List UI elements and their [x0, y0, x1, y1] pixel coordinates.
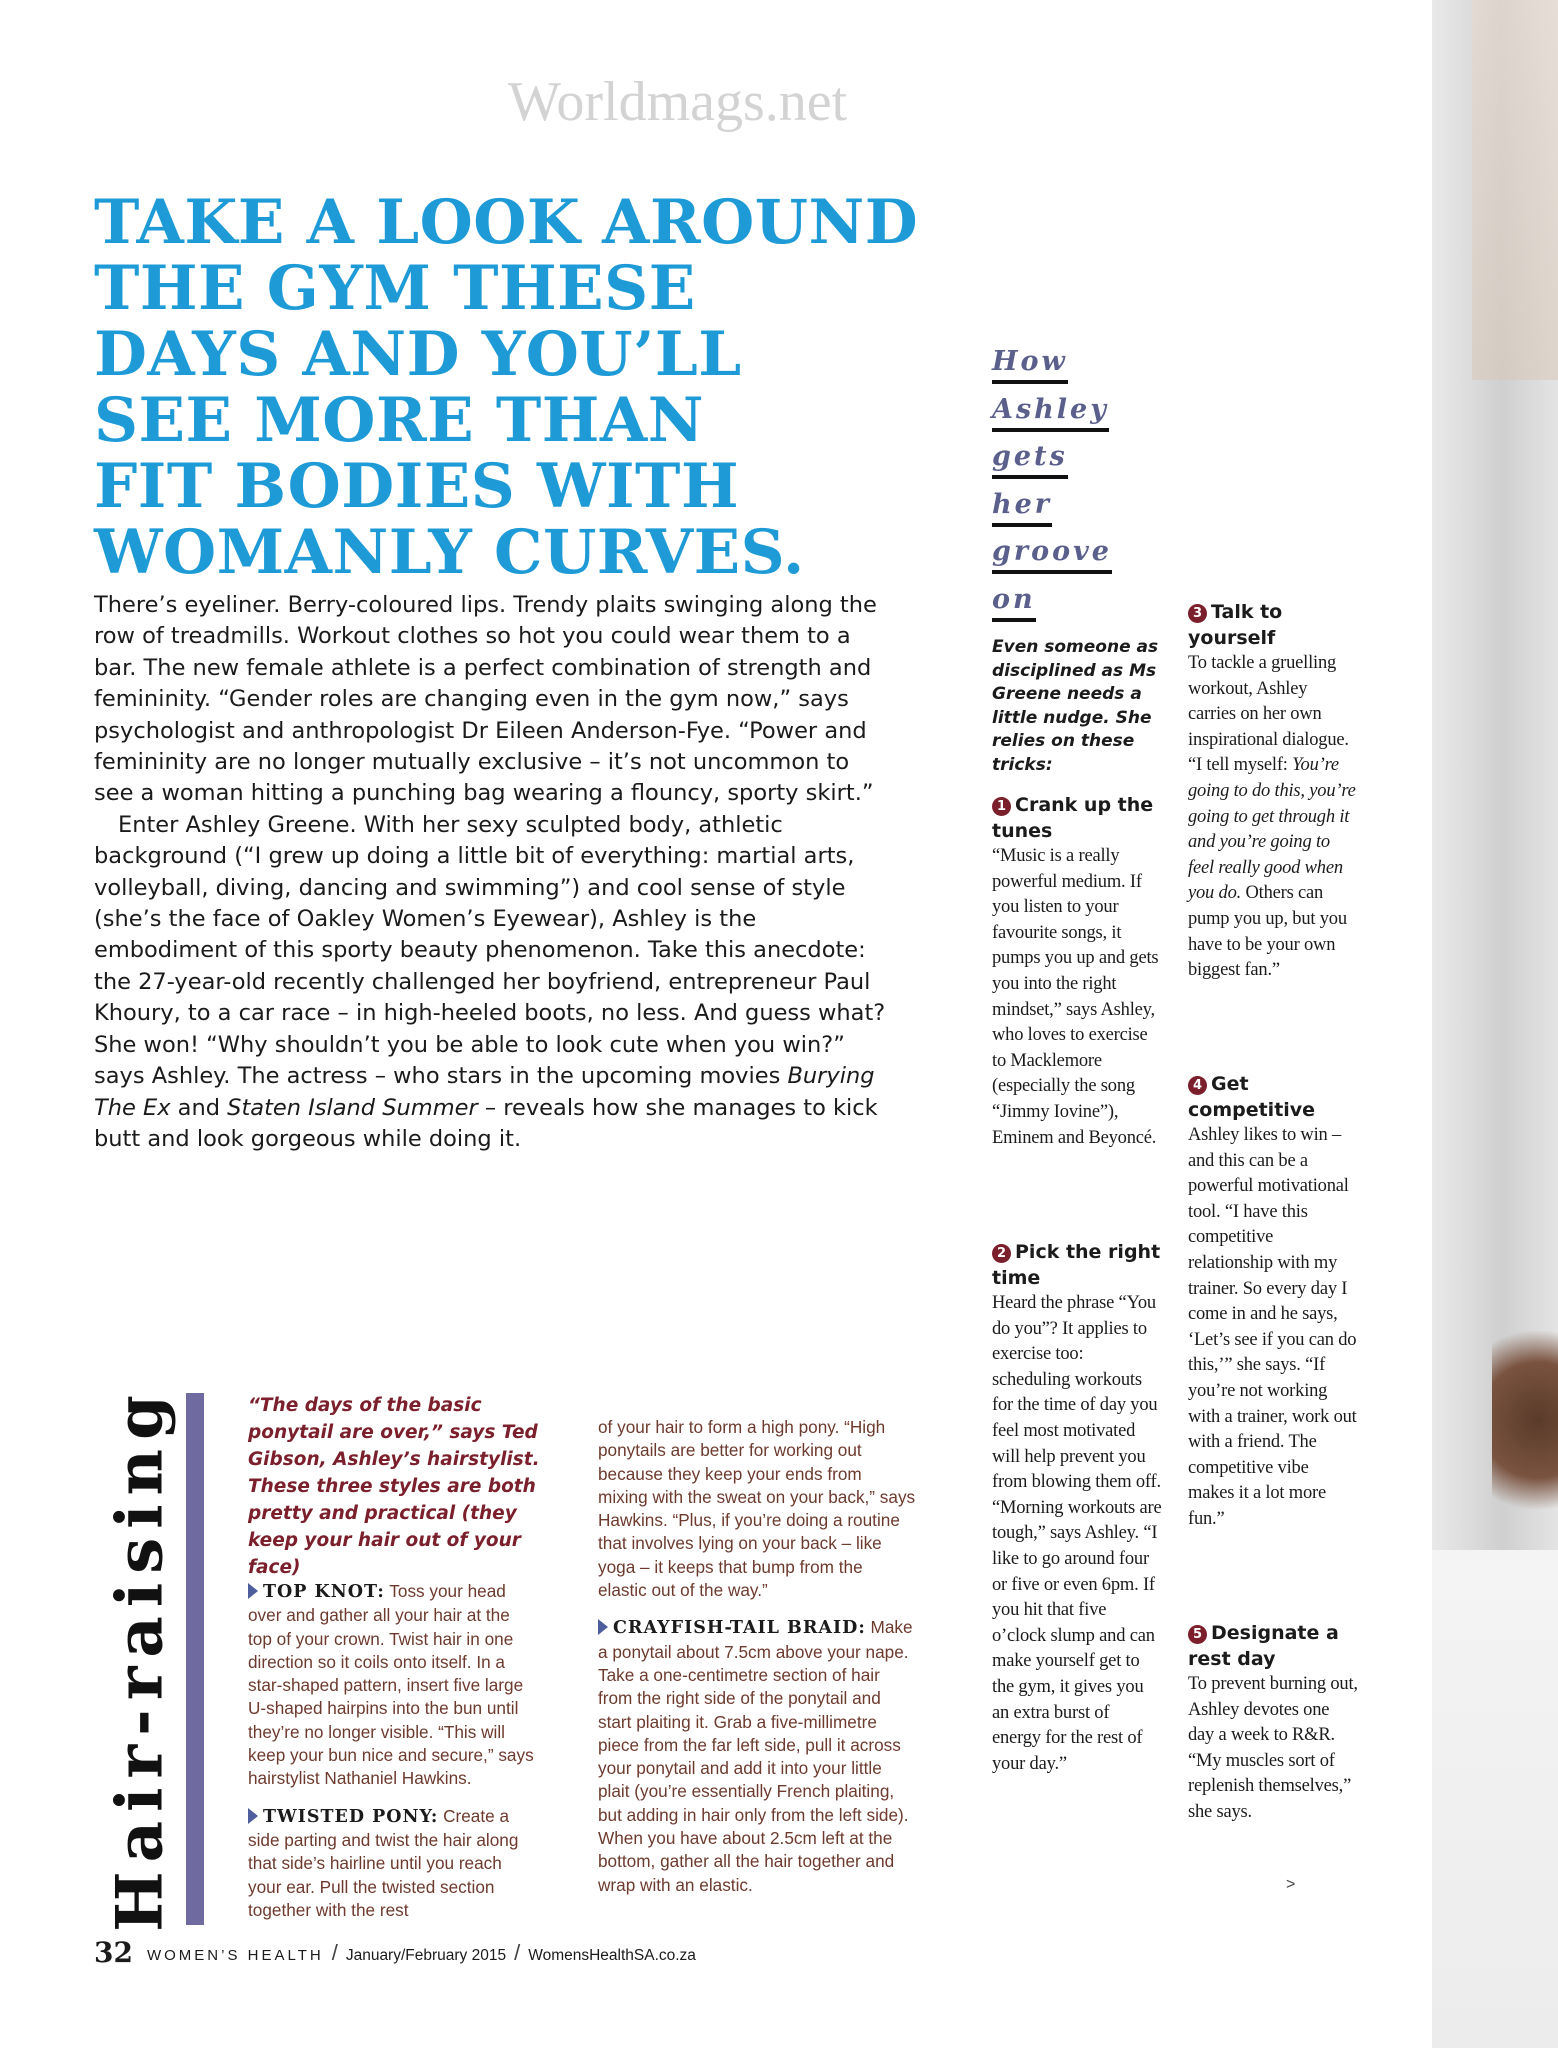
- headline-line: FIT BODIES WITH: [94, 451, 740, 522]
- headline: [94, 187, 974, 588]
- triangle-bullet-icon: [248, 1583, 258, 1599]
- body-text-span: – reveals how she manages to kick butt and look gorgeous while doing it.: [94, 1094, 878, 1152]
- magazine-name: WOMEN’S HEALTH: [146, 1947, 324, 1964]
- sidebar-intro: Even someone as disciplined as Ms Greene needs a little nudge. She relies on these tricks:: [992, 637, 1159, 775]
- hair-raising-title: Hair-raising: [102, 1386, 178, 1932]
- watermark: Worldmags.net: [508, 71, 848, 133]
- tip-number-badge: 1: [992, 797, 1011, 816]
- photo-shadow: [1492, 1300, 1558, 1540]
- body-text-span: and: [170, 1094, 228, 1121]
- headline-line: WOMANLY CURVES.: [94, 517, 805, 588]
- sidebar-title: [992, 346, 1112, 631]
- tip-4: [1188, 1072, 1358, 1533]
- tip-5: [1188, 1621, 1358, 1826]
- tip-heading: 4 Get competitive: [1188, 1073, 1316, 1121]
- tip-heading: 5 Designate a rest day: [1188, 1622, 1339, 1670]
- sidebar-title-word: How: [992, 346, 1112, 394]
- tip-body: Ashley likes to win – and this can be a powerful motivational tool. “I have this competitive relationship with my trainer. So every day I come in and he says, ‘Let’s see if you can do this,’” she says. “If you’re not working with a trainer, work out with a friend. The competitive vibe makes it a lot more fun.”: [1188, 1125, 1357, 1529]
- headline-line: TAKE A LOOK AROUND: [94, 187, 919, 258]
- footer-separator: /: [331, 1940, 338, 1965]
- tip-number-badge: 2: [992, 1244, 1011, 1263]
- page-footer: [94, 1936, 696, 1969]
- style-crayfish-braid: CRAYFISH-TAIL BRAID: Make a ponytail about 7.5cm above your nape. Take a one-centimetre section of hair from the right side of the ponytail and start plaiting it. Grab a five-millimetre piece from the far left side, pull it across your ponytail and add it into your little plait (you’re essentially French plaiting, but adding in hair only from the left side). When you have about 2.5cm left at the bottom, gather all the hair together and wrap with an elastic.: [598, 1617, 913, 1895]
- footer-separator: /: [514, 1940, 521, 1965]
- sidebar-title-word: groove: [992, 536, 1112, 584]
- triangle-bullet-icon: [598, 1619, 608, 1635]
- style-twisted-pony: TWISTED PONY: Create a side parting and twist the hair along that side’s hairline until you reach your ear. Pull the twisted section together with the rest: [248, 1805, 519, 1920]
- style-twisted-pony-cont: of your hair to form a high pony. “High ponytails are better for working out because they keep your ends from mixing with the sweat on your back,” says Hawkins. “Plus, if you’re doing a routine that involves lying on your back – like yoga – it keeps that bump from the elastic out of the way.”: [598, 1417, 916, 1601]
- cover-photo-edge: [1432, 0, 1558, 2048]
- movie-title: Burying The Ex: [94, 1063, 875, 1121]
- sidebar-title-word: her: [992, 489, 1112, 537]
- body-paragraph: There’s eyeliner. Berry-coloured lips. Trendy plaits swinging along the row of treadmills. Workout clothes so hot you could wear them to a bar. The new female athlete is a perfect combination of strength and femininity. “Gender roles are changing even in the gym now,” says psychologist and anthropologist Dr Eileen Anderson-Fye. “Power and femininity are no longer mutually exclusive – it’s not uncommon to see a woman hitting a punching bag wearing a flouncy, sporty skirt.”: [94, 592, 877, 807]
- tip-number-badge: 4: [1188, 1076, 1207, 1095]
- tip-heading: 1 Crank up the tunes: [992, 794, 1154, 842]
- body-paragraph: [94, 810, 894, 1155]
- style-top-knot: TOP KNOT: Toss your head over and gather all your hair at the top of your crown. Twist hair in one direction so it coils onto itself. In a star-shaped pattern, insert five large U-shaped hairpins into the bun until they’re no longer visible. “This will keep your bun nice and secure,” says hairstylist Nathaniel Hawkins.: [248, 1581, 534, 1789]
- tip-body: To prevent burning out, Ashley devotes one day a week to R&R. “My muscles sort of replenish themselves,” she says.: [1188, 1674, 1358, 1822]
- headline-line: DAYS AND YOU’LL: [94, 319, 742, 390]
- tip-heading: 2 Pick the right time: [992, 1241, 1161, 1289]
- photo-skin-tone: [1472, 0, 1558, 380]
- sidebar-title-word: Ashley: [992, 394, 1112, 442]
- tip-body: “Music is a really powerful medium. If you listen to your favourite songs, it pumps you up and gets you into the right mindset,” says Ashley, who loves to exercise to Macklemore (especially the song “Jimmy Iovine”), Eminem and Beyoncé.: [992, 846, 1159, 1148]
- style-heading: CRAYFISH-TAIL BRAID:: [613, 1618, 866, 1639]
- tip-3: [1188, 600, 1358, 984]
- tip-body: To tackle a gruelling workout, Ashley carries on her own inspirational dialogue. “I tell myself: You’re going to do this, you’re going to get through it and you’re going to feel really good when you do. Others can pump you up, but you have to be your own biggest fan.”: [1188, 653, 1356, 981]
- issue-date: January/February 2015: [345, 1947, 507, 1964]
- movie-title: Staten Island Summer: [227, 1094, 478, 1121]
- tip-quote: You’re going to do this, you’re going to get through it and you’re going to feel really good when you do.: [1188, 755, 1356, 904]
- headline-line: SEE MORE THAN: [94, 385, 704, 456]
- tip-1: [992, 793, 1162, 1151]
- tip-number-badge: 5: [1188, 1625, 1207, 1644]
- tip-heading: 3 Talk to yourself: [1188, 601, 1283, 649]
- sidebar-title-word: gets: [992, 441, 1112, 489]
- tip-2: [992, 1240, 1162, 1777]
- tip-body: Heard the phrase “You do you”? It applies to exercise too: scheduling workouts for the time of day you feel most motivated will help prevent you from blowing them off. “Morning workouts are tough,” says Ashley. “I like to go around four or five or even 6pm. If you hit that five o’clock slump and can make yourself get to the gym, it gives you an extra burst of energy for the rest of your day.”: [992, 1293, 1162, 1774]
- triangle-bullet-icon: [248, 1808, 258, 1824]
- tip-number-badge: 3: [1188, 604, 1207, 623]
- hair-intro: “The days of the basic ponytail are over,” says Ted Gibson, Ashley’s hairstylist. These three styles are both pretty and practical (they keep your hair out of your face): [248, 1395, 540, 1578]
- style-heading: TOP KNOT:: [263, 1582, 385, 1602]
- style-heading: TWISTED PONY:: [263, 1806, 439, 1827]
- photo-garment: [1432, 1550, 1558, 2048]
- headline-line: THE GYM THESE: [94, 253, 696, 324]
- page-number: 32: [94, 1936, 133, 1969]
- website-url: WomensHealthSA.co.za: [528, 1947, 696, 1964]
- article-body: [94, 590, 894, 1155]
- continue-arrow: >: [1286, 1876, 1296, 1893]
- sidebar-title-word: on: [992, 584, 1112, 632]
- body-text-span: Enter Ashley Greene. With her sexy sculpted body, athletic background (“I grew up doing a little bit of everything: martial arts, volleyball, diving, dancing and swimming”) and cool sense of style (she’s the face of Oakley Women’s Eyewear), Ashley is the embodiment of this sporty beauty phenomenon. Take this anecdote: the 27-year-old recently challenged her boyfriend, entrepreneur Paul Khoury, to a car race – in high-heeled boots, no less. And guess what? She won! “Why shouldn’t you be able to look cute when you win?” says Ashley. The actress – who stars in the upcoming movies: [94, 811, 886, 1090]
- hair-column-2: [598, 1416, 916, 1897]
- hair-accent-bar: [186, 1393, 204, 1925]
- hair-column-1: [248, 1580, 536, 1922]
